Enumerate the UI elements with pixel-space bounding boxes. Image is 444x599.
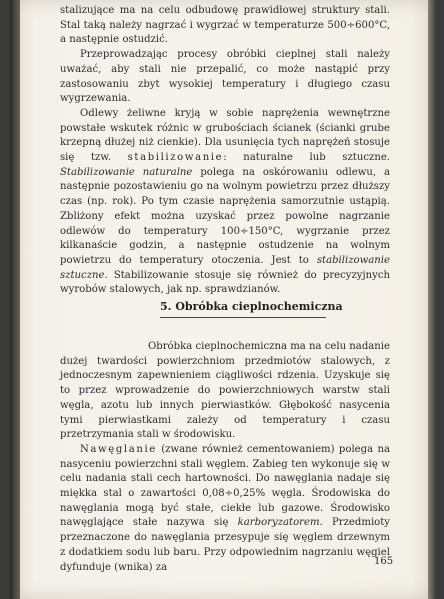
upper-text-block bbox=[60, 4, 390, 298]
paragraph-3-part-d: . Stabilizowanie stosuje się również do precyzyjnych wyrobów stalowych, jak np. sprawdzianów. bbox=[60, 269, 390, 296]
term-stabilizowanie-naturalne: Stabilizowanie naturalne bbox=[60, 166, 193, 178]
paragraph-5-part-a: (zwane również cementowaniem) polega na nasyceniu powierzchni stali węglem. Zabieg ten wykonuje się w celu nadania stali cech hartowności. Do nawęglania nadaje się miękka stal o zawartości 0,08÷0,25% węgla. Środowiska do nawęglania mogą być stałe, ciekłe lub gazowe. Środowisko nawęglające stałe nazywa się bbox=[60, 443, 390, 529]
heading-underline bbox=[160, 317, 326, 318]
paragraph-5-part-b: . Przedmioty przeznaczone do nawęglania przesypuje się węglem drzewnym z dodatkiem sodu lub baru. Przy odpowiednim nagrzaniu węgiel dyfunduje (wnika) za bbox=[60, 517, 391, 573]
paragraph-3-part-c: polega na oskórowaniu odlewu, a następnie pozostawieniu go na wolnym powietrzu przez dłuższy czas (np. rok). Po tym czasie naprężenia samorzutnie ustąpią. Zbliżony efekt można uzyskać przez powolne nagrzanie odlewów do temperatury 100÷150°C, wygrzanie przez kilkanaście godzin, a następnie ostudzenie na wolnym powietrzu do temperatury otoczenia. Jest to bbox=[60, 166, 390, 266]
page-number: 165 bbox=[374, 556, 394, 567]
page-gutter bbox=[10, 0, 20, 599]
paragraph-3-part-a: Odlewy żeliwne kryją w sobie naprężenia wewnętrzne powstałe wskutek różnic w grubościach ścianek (ścianki grube krzepną dłużej niż cienkie). Dla usunięcia tych naprężeń stosuje się tzw. bbox=[60, 107, 390, 164]
paragraph-1: stalizujące ma na celu odbudowę prawidłowej struktury stali. Stal taką należy nagrzać i wygrzać w temperaturze 500÷600°C, a następnie ostudzić. bbox=[60, 5, 390, 46]
paragraph-3-part-b: : naturalne lub sztuczne. bbox=[223, 152, 391, 164]
lower-text-block bbox=[60, 340, 390, 575]
paragraph-5 bbox=[60, 443, 390, 575]
term-karboryzator: karboryzatorem bbox=[237, 517, 320, 529]
term-naweglanie: Nawęglanie bbox=[80, 443, 157, 455]
term-stabilizowanie-sztuczne: stabilizowanie sztuczne bbox=[60, 254, 390, 281]
paragraph-3 bbox=[60, 107, 390, 298]
book-page bbox=[10, 0, 436, 599]
paragraph-4: Obróbka cieplnochemiczna ma na celu nadanie dużej twardości powierzchniom przedmiotów stalowych, z jednoczesnym zapewnieniem ciągliwości rdzenia. Uzyskuje się to przez wprowadzenie do powierzchniowych warstw stali węgla, azotu lub innych pierwiastków. Głębokość nasycenia tymi pierwiastkami zależy od temperatury i czasu przetrzymania stali w środowisku. bbox=[60, 341, 390, 441]
paragraph-2: Przeprowadzając procesy obróbki cieplnej stali należy uważać, aby stali nie przepalić, co może nastąpić przy zastosowaniu zbyt wysokiej temperatury i długiego czasu wygrzewania. bbox=[60, 49, 390, 105]
page-edge bbox=[428, 0, 436, 599]
term-stabilizowanie: stabilizowanie bbox=[127, 152, 224, 164]
section-heading: 5. Obróbka cieplnochemiczna bbox=[160, 300, 343, 313]
